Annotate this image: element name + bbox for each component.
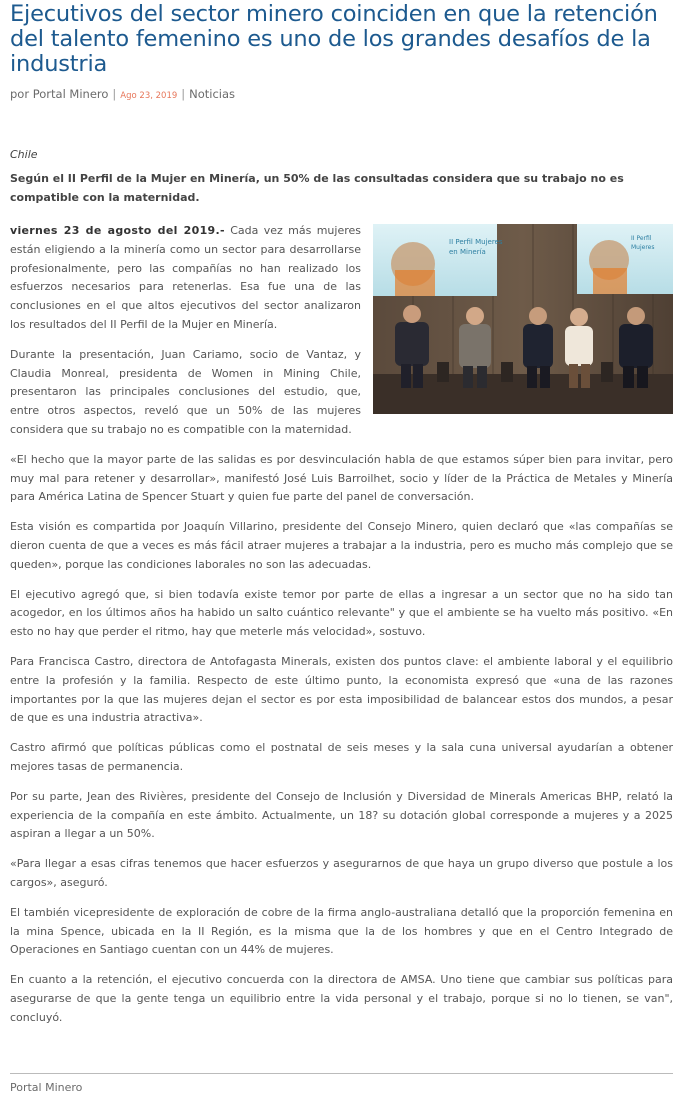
paragraph-9: «Para llegar a esas cifras tenemos que hacer esfuerzos y asegurarnos de que haya un grupo diverso que postule a los cargos», aseguró. <box>10 857 673 889</box>
paragraph-8: Por su parte, Jean des Rivières, presidente del Consejo de Inclusión y Diversidad de Minerals Americas BHP, relató la experiencia de la compañía en este ámbito. Actualmente, un 18? su dotación global corresponde a mujeres y a 2025 aspiran a llegar a un 50%. <box>10 789 673 841</box>
dateline: viernes 23 de agosto del 2019.- <box>10 224 225 237</box>
paragraph-6: Para Francisca Castro, directora de Antofagasta Minerals, existen dos puntos clave: el ambiente laboral y el equilibrio entre la profesión y la familia. Respecto de este último punto, la economista expresó que «una de las razones importantes por la que las mujeres dejan el sector es por esta imposibilidad de balancear estos dos mundos, a pesar de que es una industria atractiva». <box>10 654 673 725</box>
footer-divider <box>10 1073 673 1074</box>
svg-text:Mujeres: Mujeres <box>631 244 655 251</box>
paragraph-11: En cuanto a la retención, el ejecutivo concuerda con la directora de AMSA. Uno tiene que cambiar sus políticas para asegurarse de que la gente tenga un equilibrio entre la vida personal y el trabajo, porque si no lo tienen, se van", concluyó. <box>10 973 673 1024</box>
article <box>10 0 673 1038</box>
paragraph-1-text: Cada vez más mujeres están eligiendo a la minería como un sector para desarrollarse profesionalmente, pero las compañías no han realizado los esfuerzos necesarios para retenerlas. Esa fue una de las conclusiones en el que altos ejecutivos del sector analizaron los resultados del II Perfil de la Mujer en Minería. <box>10 224 361 331</box>
footer-source: Portal Minero <box>10 1081 83 1094</box>
paragraph-10: El también vicepresidente de exploración de cobre de la firma anglo-australiana detalló que la proporción femenina en la mina Spence, ubicada en la II Región, es la misma que la de los hombres y que en el Centro Integrado de Operaciones en Santiago cuentan con un 44% de mujeres. <box>10 905 673 957</box>
paragraph-2: Durante la presentación, Juan Cariamo, socio de Vantaz, y Claudia Monreal, presidenta de Women in Mining Chile, presentaron las principales conclusiones del estudio, que, entre otros aspectos, reveló que un 50% de las mujeres considera que su trabajo no es compatible con la maternidad. <box>10 347 361 436</box>
paragraph-4: Esta visión es compartida por Joaquín Villarino, presidente del Consejo Minero, quien declaró que «las compañías se dieron cuenta de que a veces es más fácil atraer mujeres a trabajar a la industria, pero es mucho más complejo que se queden», porque las condiciones laborales no son las adecuadas. <box>10 520 673 571</box>
meta-separator: | <box>181 87 186 101</box>
paragraph-5: El ejecutivo agregó que, si bien todavía existe temor por parte de ellas a ingresar a un sector que no ha sido tan acogedor, en los últimos años ha habido un salto cuántico relevante" y que el ambiente se ha vuelto más positivo. «En esto no hay que perder el ritmo, hay que meterle más velocidad», sostuvo. <box>10 587 673 639</box>
panel-photo-illustration <box>373 224 673 414</box>
svg-text:en Minería: en Minería <box>449 248 486 256</box>
article-title: Ejecutivos del sector minero coinciden en que la retención del talento femenino es uno de los grandes desafíos de la industria <box>10 1 658 77</box>
article-body <box>10 222 673 1027</box>
svg-text:II Perfil: II Perfil <box>631 235 652 242</box>
paragraph-7: Castro afirmó que políticas públicas como el postnatal de seis meses y la sala cuna universal ayudarían a obtener mejores tasas de permanencia. <box>10 741 673 773</box>
meta-separator: | <box>112 87 117 101</box>
post-meta <box>10 86 673 104</box>
panel-photo <box>373 224 673 414</box>
lead-paragraph: Según el II Perfil de la Mujer en Minería, un 50% de las consultadas considera que su trabajo no es compatible con la maternidad. <box>10 172 624 204</box>
paragraph-3: «El hecho que la mayor parte de las salidas es por desvinculación habla de que estamos súper bien para invitar, pero muy mal para retener y desarrollar», manifestó José Luis Barroilhet, socio y líder de la Práctica de Metales y Minería para América Latina de Spencer Stuart y quien fue parte del panel de conversación. <box>10 452 673 504</box>
author-link[interactable]: por Portal Minero <box>10 87 109 101</box>
category-link[interactable]: Noticias <box>189 87 236 101</box>
post-date: Ago 23, 2019 <box>120 91 178 101</box>
location-label: Chile <box>10 148 38 161</box>
svg-text:II Perfil Mujeres: II Perfil Mujeres <box>449 238 503 246</box>
